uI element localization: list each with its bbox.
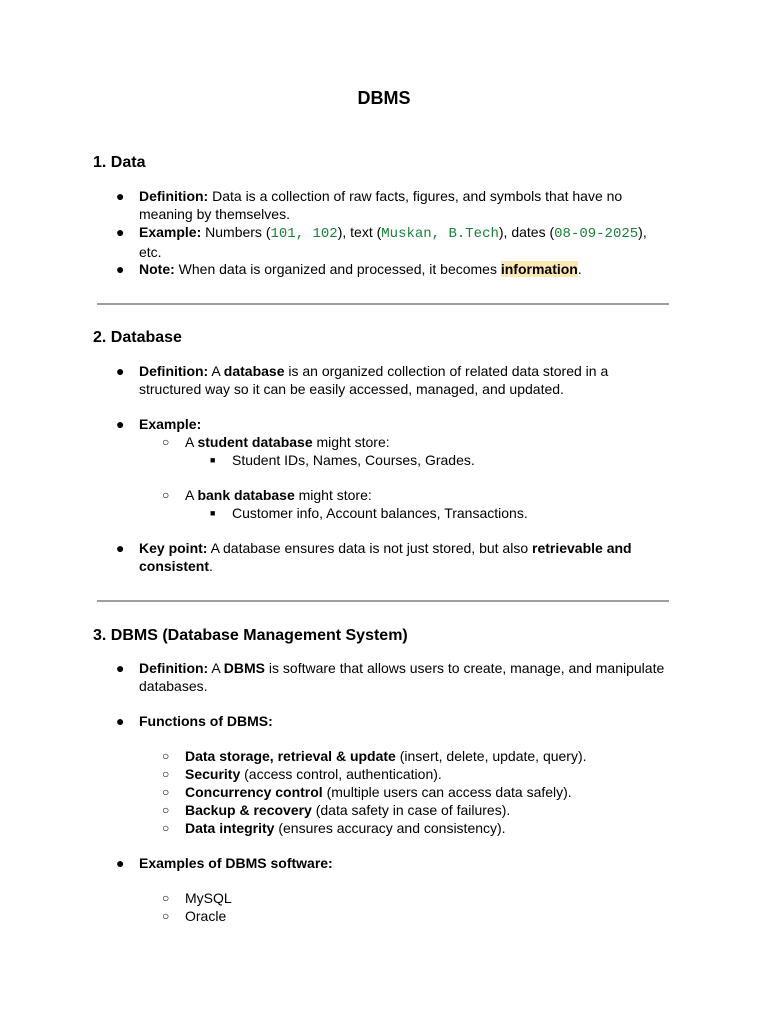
circle-bullet: ○ bbox=[162, 767, 170, 781]
circle-bullet: ○ bbox=[162, 909, 170, 923]
text: Numbers ( bbox=[201, 224, 271, 240]
section-heading-database: 2. Database bbox=[93, 329, 182, 346]
bullet: ● bbox=[116, 855, 125, 871]
function-item bbox=[185, 801, 665, 819]
bullet: ● bbox=[116, 540, 125, 556]
list-item-example bbox=[139, 415, 679, 433]
bold-term: Data storage, retrieval & update bbox=[185, 748, 396, 764]
sub-item-student-db bbox=[185, 433, 665, 451]
bold-term: DBMS bbox=[223, 660, 266, 676]
bold-term: bank database bbox=[197, 487, 295, 503]
code-date: 08-09-2025 bbox=[554, 226, 639, 242]
label: Definition: bbox=[139, 660, 209, 676]
bullet: ● bbox=[116, 224, 125, 240]
text: (ensures accuracy and consistency). bbox=[274, 820, 506, 836]
list-item-key-point bbox=[139, 539, 659, 575]
text: . bbox=[577, 261, 582, 277]
label: Examples of DBMS software: bbox=[139, 855, 333, 871]
text: ), etc. bbox=[139, 224, 647, 260]
doc-title: DBMS bbox=[357, 88, 411, 108]
label: Definition: bbox=[139, 188, 209, 204]
text: . bbox=[209, 558, 213, 574]
text: When data is organized and processed, it becomes bbox=[174, 261, 501, 277]
highlighted-term: information bbox=[500, 261, 578, 277]
text: (data safety in case of failures). bbox=[311, 802, 511, 818]
text: (access control, authentication). bbox=[240, 766, 442, 782]
text: might store: bbox=[312, 434, 390, 450]
text: A database ensures data is not just stored, but also bbox=[207, 540, 532, 556]
bold-term: Backup & recovery bbox=[185, 802, 312, 818]
list-item-note bbox=[139, 260, 679, 278]
bold-term: Security bbox=[185, 766, 241, 782]
text: A bbox=[185, 434, 198, 450]
bullet: ● bbox=[116, 363, 125, 379]
circle-bullet: ○ bbox=[162, 891, 170, 905]
sub-sub-item: Customer info, Account balances, Transactions. bbox=[232, 505, 528, 521]
circle-bullet: ○ bbox=[162, 785, 170, 799]
bold-term: database bbox=[223, 363, 285, 379]
function-item bbox=[185, 783, 665, 801]
text: is an organized collection of related data stored in a structured way so it can be easily accessed, managed, and updated. bbox=[139, 363, 609, 397]
circle-bullet: ○ bbox=[162, 749, 170, 763]
list-item-functions bbox=[139, 712, 679, 730]
list-item-definition bbox=[139, 187, 679, 223]
code-text: Muskan, B.Tech bbox=[381, 226, 499, 242]
bullet: ● bbox=[116, 188, 125, 204]
divider bbox=[97, 600, 669, 602]
circle-bullet: ○ bbox=[162, 803, 170, 817]
list-item-definition bbox=[139, 659, 684, 695]
section-heading-data: 1. Data bbox=[93, 154, 146, 171]
code-numbers: 101, 102 bbox=[270, 226, 338, 242]
label: Functions of DBMS: bbox=[139, 713, 273, 729]
bold-term: Concurrency control bbox=[185, 784, 323, 800]
label: Note: bbox=[139, 261, 175, 277]
square-bullet: ■ bbox=[210, 455, 216, 465]
sub-item-bank-db bbox=[185, 486, 665, 504]
bullet: ● bbox=[116, 660, 125, 676]
sub-sub-item: Student IDs, Names, Courses, Grades. bbox=[232, 452, 475, 468]
software-item: MySQL bbox=[185, 890, 232, 906]
label: Example: bbox=[139, 224, 202, 240]
circle-bullet: ○ bbox=[162, 435, 170, 449]
text: (multiple users can access data safely). bbox=[322, 784, 572, 800]
text: A bbox=[185, 487, 198, 503]
text: A bbox=[208, 660, 224, 676]
function-item bbox=[185, 765, 665, 783]
text: might store: bbox=[294, 487, 372, 503]
text: (insert, delete, update, query). bbox=[395, 748, 587, 764]
bullet: ● bbox=[116, 261, 125, 277]
label: Key point: bbox=[139, 540, 208, 556]
label: Example: bbox=[139, 416, 202, 432]
bold-term: student database bbox=[197, 434, 313, 450]
list-item-example bbox=[139, 223, 659, 261]
text: ), text ( bbox=[337, 224, 382, 240]
circle-bullet: ○ bbox=[162, 488, 170, 502]
section-heading-dbms: 3. DBMS (Database Management System) bbox=[93, 627, 408, 644]
list-item-examples-software bbox=[139, 854, 679, 872]
divider bbox=[97, 303, 669, 305]
text: ), dates ( bbox=[498, 224, 555, 240]
text: is software that allows users to create, manage, and manipulate databases. bbox=[139, 660, 665, 694]
list-item-definition bbox=[139, 362, 639, 398]
label: Definition: bbox=[139, 363, 209, 379]
function-item bbox=[185, 747, 665, 765]
software-item: Oracle bbox=[185, 908, 227, 924]
text: A bbox=[208, 363, 224, 379]
bullet: ● bbox=[116, 713, 125, 729]
square-bullet: ■ bbox=[210, 508, 216, 518]
bullet: ● bbox=[116, 416, 125, 432]
text: Data is a collection of raw facts, figures, and symbols that have no meaning by themselves. bbox=[139, 188, 623, 222]
circle-bullet: ○ bbox=[162, 821, 170, 835]
bold-term: retrievable and consistent bbox=[139, 540, 632, 574]
function-item bbox=[185, 819, 665, 837]
bold-term: Data integrity bbox=[185, 820, 275, 836]
